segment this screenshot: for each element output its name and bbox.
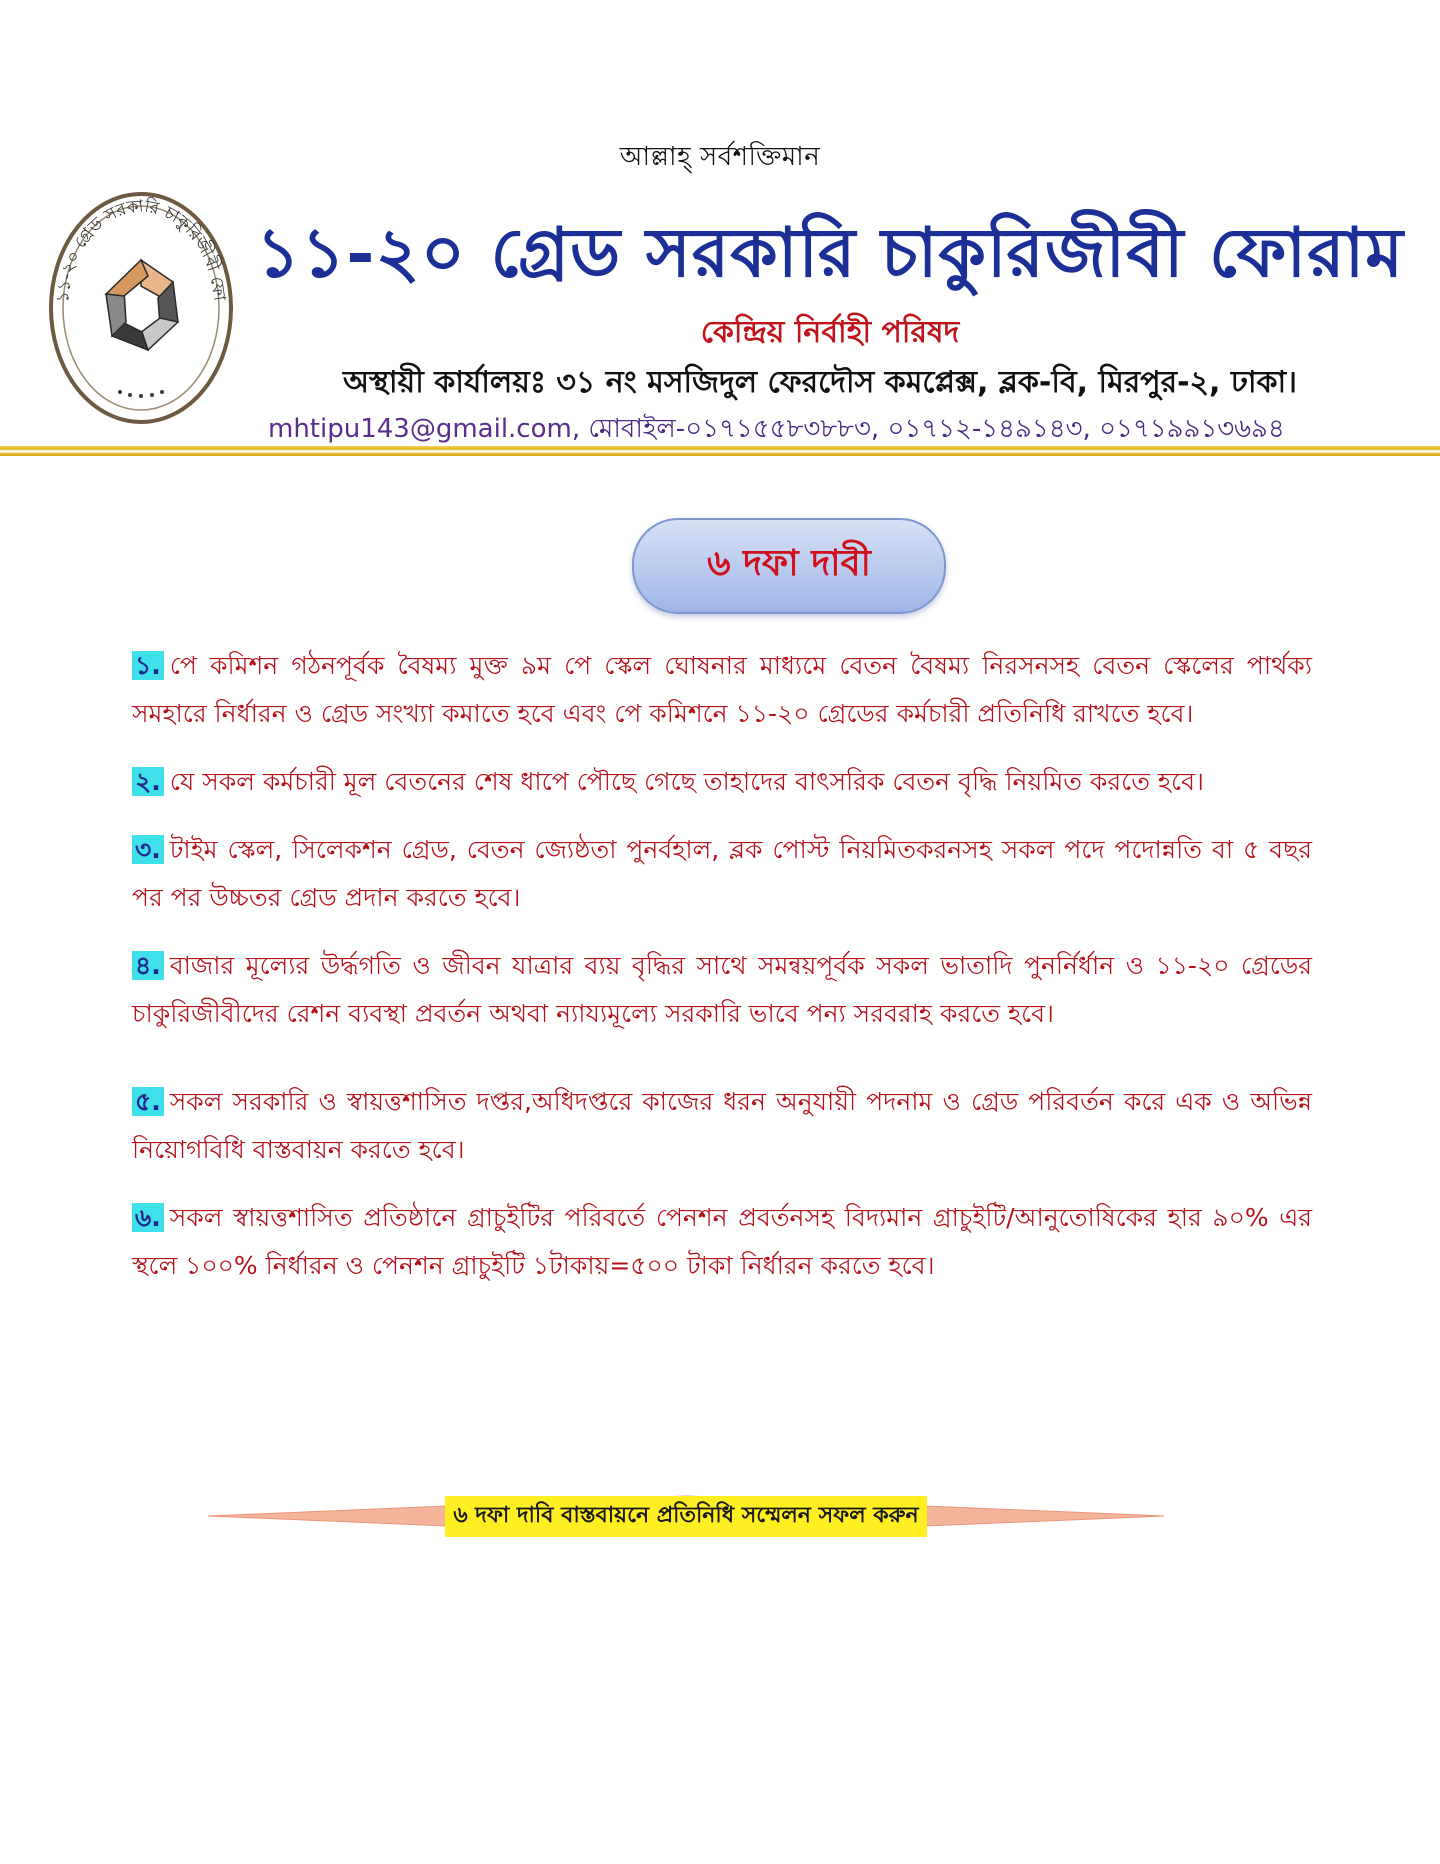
demand-number: ২.: [132, 767, 164, 796]
demand-number: ৩.: [132, 835, 164, 864]
demand-number: ৫.: [132, 1087, 164, 1116]
demand-item: [132, 826, 1312, 922]
organization-name: ১১-২০ গ্রেড সরকারি চাকুরিজীবী ফোরাম: [256, 213, 1404, 293]
demand-item: [132, 942, 1312, 1038]
demand-text: সকল স্বায়ত্তশাসিত প্রতিষ্ঠানে গ্রাচুইটির পরিবর্তে পেনশন প্রবর্তনসহ বিদ্যমান গ্রাচুইটি/আনুতোষিকের হার ৯০% এর স্থলে ১০০% নির্ধারন ও পেনশন গ্রাচুইটি ১টাকায়=৫০০ টাকা নির্ধারন করতে হবে।: [132, 1203, 1312, 1280]
forum-logo-emblem: [48, 190, 234, 426]
demand-text: বাজার মূল্যের উর্দ্ধগতি ও জীবন যাত্রার ব্যয় বৃদ্ধির সাথে সমন্বয়পূর্বক সকল ভাতাদি পুনর্নির্ধান ও ১১-২০ গ্রেডের চাকুরিজীবীদের রেশন ব্যবস্থা প্রবর্তন অথবা ন্যায্যমূল্যে সরকারি ভাবে পন্য সরবরাহ করতে হবে।: [132, 951, 1312, 1028]
demand-item: [132, 1078, 1312, 1174]
demand-text: সকল সরকারি ও স্বায়ত্তশাসিত দপ্তর,অধিদপ্তরে কাজের ধরন অনুযায়ী পদনাম ও গ্রেড পরিবর্তন করে এক ও অভিন্ন নিয়োগবিধি বাস্তবায়ন করতে হবে।: [132, 1087, 1312, 1164]
office-address: অস্থায়ী কার্যালয়ঃ ৩১ নং মসজিদুল ফেরদৌস কমপ্লেক্স, ব্লক-বি, মিরপুর-২, ঢাকা।: [343, 365, 1297, 400]
demands-heading: ৬ দফা দাবী: [707, 543, 871, 584]
demands-heading-pill: [632, 518, 946, 614]
demand-number: ১.: [132, 651, 164, 680]
demand-text: টাইম স্কেল, সিলেকশন গ্রেড, বেতন জ্যেষ্ঠতা পুনর্বহাল, ব্লক পোস্ট নিয়মিতকরনসহ সকল পদে পদোন্নতি বা ৫ বছর পর পর উচ্চতর গ্রেড প্রদান করতে হবে।: [132, 835, 1312, 912]
demand-number: ৪.: [132, 951, 164, 980]
phone-numbers: মোবাইল-০১৭১৫৫৮৩৮৮৩, ০১৭১২-১৪৯১৪৩, ০১৭১৯৯১৩৬৯৪: [588, 414, 1285, 444]
slogan-text: ৬ দফা দাবি বাস্তবায়নে প্রতিনিধি সম্মেলন সফল করুন: [445, 1496, 926, 1537]
email-link[interactable]: mhtipu143@gmail.com,: [268, 414, 581, 444]
demand-item: [132, 642, 1312, 738]
invocation-text: আল্লাহ্ সর্বশক্তিমান: [619, 142, 821, 172]
letterhead-divider: [0, 446, 1440, 456]
slogan-banner: [208, 1494, 1164, 1538]
demand-text: যে সকল কর্মচারী মূল বেতনের শেষ ধাপে পৌছে গেছে তাহাদের বাৎসরিক বেতন বৃদ্ধি নিয়মিত করতে হবে।: [169, 767, 1204, 796]
council-name: কেন্দ্রিয় নির্বাহী পরিষদ: [700, 315, 960, 350]
demand-number: ৬.: [132, 1203, 164, 1232]
demand-item: [132, 1194, 1312, 1290]
demands-list: [132, 642, 1312, 1310]
logo-ring-text: ১১-২০ গ্রেড সরকারি চাকুরিজীবী ফো: [53, 196, 230, 304]
forum-logo: [48, 190, 234, 426]
demand-text: পে কমিশন গঠনপূর্বক বৈষম্য মুক্ত ৯ম পে স্কেল ঘোষনার মাধ্যমে বেতন বৈষম্য নিরসনসহ বেতন স্কেলের পার্থক্য সমহারে নির্ধারন ও গ্রেড সংখ্যা কমাতে হবে এবং পে কমিশনে ১১-২০ গ্রেডের কর্মচারী প্রতিনিধি রাখতে হবে।: [132, 651, 1312, 728]
demand-item: [132, 758, 1312, 806]
